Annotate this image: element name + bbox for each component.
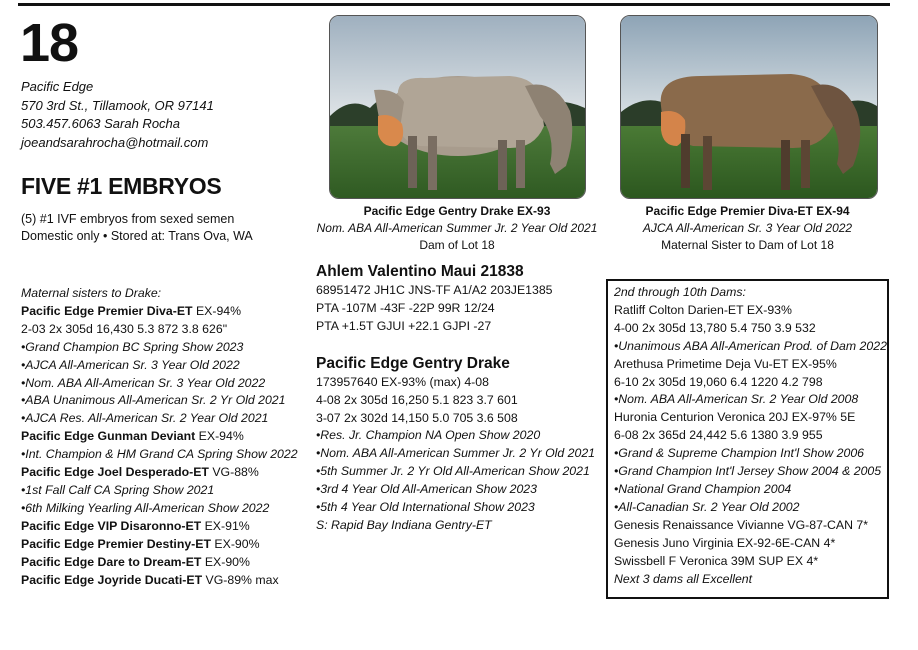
caption-relation: Dam of Lot 18 bbox=[419, 238, 495, 252]
award-line: •1st Fall Calf CA Spring Show 2021 bbox=[21, 482, 215, 497]
animal-score: EX-90% bbox=[201, 554, 250, 569]
award-line: •3rd 4 Year Old All-American Show 2023 bbox=[316, 482, 537, 497]
cow-image bbox=[621, 16, 877, 198]
section-heading: 2nd through 10th Dams: bbox=[614, 285, 746, 299]
record-line: 6-10 2x 305d 19,060 6.4 1220 4.2 798 bbox=[614, 374, 823, 389]
top-rule bbox=[18, 3, 890, 6]
record-line: Genesis Renaissance Vivianne VG-87-CAN 7* bbox=[614, 517, 869, 532]
sire-line: 68951472 JH1C JNS-TF A1/A2 203JE1385 bbox=[316, 283, 553, 297]
animal-entry bbox=[21, 554, 298, 572]
lot-description bbox=[21, 211, 253, 245]
award-line: •AJCA All-American Sr. 3 Year Old 2022 bbox=[21, 357, 240, 372]
sire-line: PTA -107M -43F -22P 99R 12/24 bbox=[316, 300, 495, 315]
caption-award: AJCA All-American Sr. 3 Year Old 2022 bbox=[642, 221, 853, 235]
award-line: •5th 4 Year Old International Show 2023 bbox=[316, 500, 535, 515]
dam-name: Pacific Edge Gentry Drake bbox=[316, 354, 510, 372]
record-line: 173957640 EX-93% (max) 4-08 bbox=[316, 374, 489, 389]
sire-name: Ahlem Valentino Maui 21838 bbox=[316, 263, 524, 280]
animal-entry bbox=[21, 303, 298, 321]
animal-name: Pacific Edge Premier Destiny-ET bbox=[21, 536, 211, 551]
farm-name: Pacific Edge bbox=[21, 79, 94, 94]
award-line: •Grand Champion Int'l Jersey Show 2004 & 2005 bbox=[614, 464, 882, 479]
phone-contact: 503.457.6063 Sarah Rocha bbox=[21, 116, 181, 131]
caption-name: Pacific Edge Gentry Drake EX-93 bbox=[363, 204, 551, 218]
award-line: S: Rapid Bay Indiana Gentry-ET bbox=[316, 517, 492, 532]
cow-image bbox=[330, 16, 585, 198]
award-line: •Unanimous ABA All-American Prod. of Dam 2022 bbox=[614, 338, 887, 353]
award-line: •Grand & Supreme Champion Int'l Show 2006 bbox=[614, 446, 864, 461]
photo-caption-diva bbox=[605, 203, 890, 254]
award-line: •National Grand Champion 2004 bbox=[614, 481, 792, 496]
award-line: •ABA Unanimous All-American Sr. 2 Yr Old 2021 bbox=[21, 393, 286, 408]
animal-name: Pacific Edge Joel Desperado-ET bbox=[21, 465, 209, 480]
animal-name: Pacific Edge Gunman Deviant bbox=[21, 429, 196, 444]
dams-section bbox=[614, 284, 887, 588]
animal-name: Pacific Edge VIP Disaronno-ET bbox=[21, 518, 202, 533]
animal-score: VG-89% max bbox=[202, 572, 279, 587]
photo-caption-drake bbox=[316, 203, 598, 254]
section-heading: Maternal sisters to Drake: bbox=[21, 286, 162, 300]
award-line: •Nom. ABA All-American Sr. 2 Year Old 2008 bbox=[614, 392, 859, 407]
dam-record-list bbox=[316, 374, 595, 535]
pedigree-center bbox=[316, 262, 595, 535]
animal-entry bbox=[21, 428, 298, 446]
record-line: Ratliff Colton Darien-ET EX-93% bbox=[614, 302, 792, 317]
sire-line: PTA +1.5T GJUI +22.1 GJPI -27 bbox=[316, 318, 492, 333]
award-line: •5th Summer Jr. 2 Yr Old All-American Show 2021 bbox=[316, 464, 590, 479]
award-line: •Res. Jr. Champion NA Open Show 2020 bbox=[316, 428, 541, 443]
award-line: •6th Milking Yearling All-American Show 2022 bbox=[21, 500, 270, 515]
record-line: 4-00 2x 305d 13,780 5.4 750 3.9 532 bbox=[614, 320, 816, 335]
farm-address: 570 3rd St., Tillamook, OR 97141 bbox=[21, 97, 214, 113]
animal-entry bbox=[21, 536, 298, 554]
award-line: •Nom. ABA All-American Summer Jr. 2 Yr Old 2021 bbox=[316, 446, 596, 461]
caption-relation: Maternal Sister to Dam of Lot 18 bbox=[661, 238, 834, 252]
animal-entry bbox=[21, 464, 298, 482]
animal-name: Pacific Edge Dare to Dream-ET bbox=[21, 554, 202, 569]
headline: FIVE #1 EMBRYOS bbox=[21, 173, 222, 199]
dams-list bbox=[614, 302, 887, 589]
animal-score: EX-94% bbox=[192, 303, 242, 318]
maternal-sisters-list bbox=[21, 303, 298, 590]
animal-score: EX-91% bbox=[201, 518, 250, 533]
award-line: •Int. Champion & HM Grand CA Spring Show 2022 bbox=[21, 447, 298, 462]
caption-award: Nom. ABA All-American Summer Jr. 2 Year Old 2021 bbox=[316, 221, 598, 235]
maternal-sisters-section bbox=[21, 285, 298, 589]
animal-entry bbox=[21, 518, 298, 536]
animal-name: Pacific Edge Premier Diva-ET bbox=[21, 303, 193, 318]
animal-score: EX-94% bbox=[195, 429, 244, 444]
record-line: 6-08 2x 365d 24,442 5.6 1380 3.9 955 bbox=[614, 428, 823, 443]
award-line: •Nom. ABA All-American Sr. 3 Year Old 2022 bbox=[21, 375, 266, 390]
cow-photo-drake bbox=[329, 15, 586, 199]
cow-photo-diva bbox=[620, 15, 878, 199]
record-line: Genesis Juno Virginia EX-92-6E-CAN 4* bbox=[614, 535, 836, 550]
record-line: Arethusa Primetime Deja Vu-ET EX-95% bbox=[614, 356, 837, 371]
animal-entry bbox=[21, 572, 298, 590]
animal-name: Pacific Edge Joyride Ducati-ET bbox=[21, 572, 203, 587]
contact-block bbox=[21, 78, 214, 152]
description-line: (5) #1 IVF embryos from sexed semen bbox=[21, 212, 235, 226]
lot-number: 18 bbox=[20, 13, 79, 73]
record-line: 3-07 2x 302d 14,150 5.0 705 3.6 508 bbox=[316, 410, 518, 425]
email-link[interactable]: joeandsarahrocha@hotmail.com bbox=[21, 134, 209, 150]
spacer bbox=[316, 336, 595, 354]
award-line: •Grand Champion BC Spring Show 2023 bbox=[21, 339, 244, 354]
award-line: •AJCA Res. All-American Sr. 2 Year Old 2021 bbox=[21, 411, 269, 426]
description-line: Domestic only • Stored at: Trans Ova, WA bbox=[21, 229, 253, 243]
caption-name: Pacific Edge Premier Diva-ET EX-94 bbox=[645, 204, 850, 218]
award-line: •All-Canadian Sr. 2 Year Old 2002 bbox=[614, 499, 800, 514]
record-line: Huronia Centurion Veronica 20J EX-97% 5E bbox=[614, 410, 856, 425]
animal-score: EX-90% bbox=[211, 536, 260, 551]
award-line: Next 3 dams all Excellent bbox=[614, 571, 753, 586]
record-line: 2-03 2x 305d 16,430 5.3 872 3.8 626" bbox=[21, 321, 228, 336]
record-line: 4-08 2x 305d 16,250 5.1 823 3.7 601 bbox=[316, 392, 518, 407]
record-line: Swissbell F Veronica 39M SUP EX 4* bbox=[614, 553, 819, 568]
animal-score: VG-88% bbox=[208, 465, 259, 480]
